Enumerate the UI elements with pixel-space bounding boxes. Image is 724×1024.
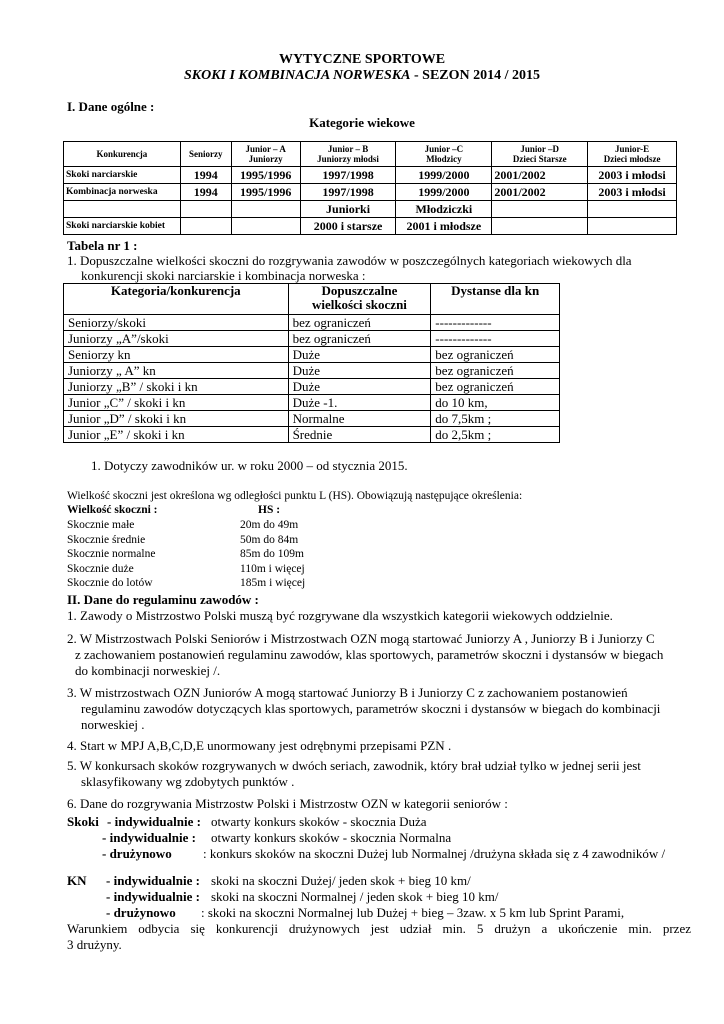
hill-size-table <box>63 283 560 443</box>
table-cell: bez ograniczeń <box>288 331 431 347</box>
document-subtitle <box>0 68 724 84</box>
table-cell: 1997/1998 <box>300 184 396 201</box>
rule-3-line2: regulaminu zawodów dotyczących klas sportowych, parametrów skoczni i dystansów w biegach do kombinacji <box>81 701 661 716</box>
hill-size-value: 85m do 109m <box>240 548 304 560</box>
tabela-1-intro-line2: konkurencji skoki narciarskie i kombinacja norweska : <box>81 268 366 283</box>
table-cell: 1995/1996 <box>231 167 300 184</box>
table-cell: 1995/1996 <box>231 184 300 201</box>
kn-row1-label: - indywidualnie : <box>106 873 200 888</box>
table-cell: Seniorzy kn <box>64 347 289 363</box>
document-title: WYTYCZNE SPORTOWE <box>278 52 446 67</box>
table-cell: ------------- <box>431 331 560 347</box>
hill-size-name: Skocznie normalne <box>67 548 156 560</box>
subtitle-discipline: SKOKI I KOMBINACJA NORWESKA <box>183 68 411 83</box>
skoki-row2-text: otwarty konkurs skoków - skocznia Normalna <box>211 830 452 845</box>
age-categories-title: Kategorie wiekowe <box>309 115 415 130</box>
rule-3-line1: 3. W mistrzostwach OZN Juniorów A mogą startować Juniorzy B i Juniorzy C z zachowaniem postanowień <box>67 685 628 700</box>
header-cell: Dystanse dla kn <box>431 284 560 315</box>
table-cell <box>588 201 677 218</box>
kn-row1-text: skoki na skoczni Dużej/ jeden skok + bieg 10 km/ <box>211 873 471 888</box>
table-cell: Średnie <box>288 427 431 443</box>
header-cell: Konkurencja <box>64 142 181 167</box>
table-cell <box>231 218 300 235</box>
hill-size-name: Skocznie duże <box>67 563 134 575</box>
table-cell: 2001 i młodsze <box>396 218 492 235</box>
header-cell: Junior – A Juniorzy <box>231 142 300 167</box>
table-row <box>64 184 677 201</box>
table-row <box>64 315 560 331</box>
header-cell: Dopuszczalne wielkości skoczni <box>288 284 431 315</box>
table-cell: Junior „E” / skoki i kn <box>64 427 289 443</box>
table-cell: 2001/2002 <box>492 184 588 201</box>
table-cell: Juniorzy „A”/skoki <box>64 331 289 347</box>
tabela-1-footnote: 1. Dotyczy zawodników ur. w roku 2000 – od stycznia 2015. <box>91 458 408 473</box>
table-cell: 2003 i młodsi <box>588 184 677 201</box>
rule-4: 4. Start w MPJ A,B,C,D,E unormowany jest odrębnymi przepisami PZN . <box>67 738 452 753</box>
tabela-1-intro-line1: 1. Dopuszczalne wielkości skoczni do rozgrywania zawodów w poszczególnych kategoriach wiekowych dla <box>67 253 632 268</box>
rule-2-line1: 2. W Mistrzostwach Polski Seniorów i Mistrzostwach OZN mogą startować Juniorzy A , Juniorzy B i Juniorzy C <box>67 631 655 646</box>
rule-6: 6. Dane do rozgrywania Mistrzostw Polski i Mistrzostw OZN w kategorii seniorów : <box>67 796 508 811</box>
table-cell: Junior „D” / skoki i kn <box>64 411 289 427</box>
table-cell: Junior „C” / skoki i kn <box>64 395 289 411</box>
hill-sizes-intro: Wielkość skoczni jest określona wg odległości punktu L (HS). Obowiązują następujące określenia: <box>67 490 523 502</box>
header-cell: Junior –C Młodzicy <box>396 142 492 167</box>
table-cell: Kombinacja norweska <box>64 184 181 201</box>
kn-label: KN <box>67 873 87 888</box>
rule-5-line2: sklasyfikowany wg zdobytych punktów . <box>81 774 295 789</box>
table-cell: Skoki narciarskie <box>64 167 181 184</box>
rule-5-line1: 5. W konkursach skoków rozgrywanych w dwóch seriach, zawodnik, który brał udział tylko w jednej serii jest <box>67 758 641 773</box>
table-row <box>64 201 677 218</box>
hill-size-value: 50m do 84m <box>240 534 299 546</box>
rule-1: 1. Zawody o Mistrzostwo Polski muszą być rozgrywane dla wszystkich kategorii wiekowych oddzielnie. <box>67 608 613 623</box>
header-cell: Junior –D Dzieci Starsze <box>492 142 588 167</box>
kn-condition-line2: 3 drużyny. <box>67 937 122 952</box>
table-cell: Juniorzy „B” / skoki i kn <box>64 379 289 395</box>
kn-row2-label: - indywidualnie : <box>106 889 200 904</box>
hill-size-value: 110m i więcej <box>240 563 305 575</box>
table-cell: Seniorzy/skoki <box>64 315 289 331</box>
table-cell: 1994 <box>180 184 231 201</box>
table-cell: Juniorzy „ A” kn <box>64 363 289 379</box>
table-cell: do 2,5km ; <box>431 427 560 443</box>
hill-size-column-header: Wielkość skoczni : <box>67 504 158 516</box>
table-row <box>64 331 560 347</box>
skoki-label: Skoki <box>67 814 99 829</box>
hill-size-value: 20m do 49m <box>240 519 299 531</box>
hill-size-name: Skocznie do lotów <box>67 577 153 589</box>
table-cell <box>588 218 677 235</box>
table-cell <box>231 201 300 218</box>
table-cell <box>492 201 588 218</box>
table-cell: Młodziczki <box>396 201 492 218</box>
table-cell: do 10 km, <box>431 395 560 411</box>
kn-row3-label: - drużynowo <box>106 905 176 920</box>
hill-size-name: Skocznie średnie <box>67 534 146 546</box>
header-cell: Seniorzy <box>180 142 231 167</box>
table-cell: do 7,5km ; <box>431 411 560 427</box>
rule-3-line3: norweskiej . <box>81 717 145 732</box>
rule-2-line3: do kombinacji norweskiej /. <box>75 663 221 678</box>
table-cell: Juniorki <box>300 201 396 218</box>
table-cell: Duże <box>288 379 431 395</box>
skoki-row3-label: - drużynowo <box>102 846 172 861</box>
kn-row2-text: skoki na skoczni Normalnej / jeden skok + bieg 10 km/ <box>211 889 499 904</box>
rule-2-line2: z zachowaniem postanowień regulaminu zawodów, klas sportowych, parametrów skoczni i dystansów w biegach <box>75 647 664 662</box>
table-cell: 2001/2002 <box>492 167 588 184</box>
table-row <box>64 427 560 443</box>
table-cell: Duże <box>288 347 431 363</box>
table-cell: Normalne <box>288 411 431 427</box>
table-cell: bez ograniczeń <box>431 379 560 395</box>
header-cell: Junior-E Dzieci młodsze <box>588 142 677 167</box>
table-cell <box>180 218 231 235</box>
skoki-row2-label: - indywidualnie : <box>102 830 196 845</box>
table-cell: 1994 <box>180 167 231 184</box>
hill-size-name: Skocznie małe <box>67 519 135 531</box>
skoki-row1-text: otwarty konkurs skoków - skocznia Duża <box>211 814 427 829</box>
skoki-row3-text: : konkurs skoków na skoczni Dużej lub Normalnej /drużyna składa się z 4 zawodników / <box>203 846 666 861</box>
table-row <box>64 395 560 411</box>
table-cell: 1999/2000 <box>396 184 492 201</box>
kn-row3-text: : skoki na skoczni Normalnej lub Dużej + bieg – 3zaw. x 5 km lub Sprint Parami, <box>201 905 625 920</box>
table-row <box>64 218 677 235</box>
table-cell: bez ograniczeń <box>288 315 431 331</box>
table-cell: 1997/1998 <box>300 167 396 184</box>
subtitle-season: - SEZON 2014 / 2015 <box>410 68 541 83</box>
table-row <box>64 411 560 427</box>
table-row <box>64 379 560 395</box>
table-cell: Duże -1. <box>288 395 431 411</box>
table-cell: bez ograniczeń <box>431 363 560 379</box>
skoki-row1-label: - indywidualnie : <box>107 814 201 829</box>
table-header-row <box>64 142 677 167</box>
tabela-1-title: Tabela nr 1 : <box>67 238 138 253</box>
header-cell: Junior – B Juniorzy młodsi <box>300 142 396 167</box>
table-cell: 1999/2000 <box>396 167 492 184</box>
table-cell: ------------- <box>431 315 560 331</box>
table-cell: Skoki narciarskie kobiet <box>64 218 181 235</box>
table-cell: 2003 i młodsi <box>588 167 677 184</box>
hill-size-value: 185m i więcej <box>240 577 306 589</box>
kn-condition-line1: Warunkiem odbycia się konkurencji drużynowych jest udział min. 5 drużyn a ukończenie min. przez <box>67 921 691 936</box>
table-cell: bez ograniczeń <box>431 347 560 363</box>
section-2-title: II. Dane do regulaminu zawodów : <box>67 592 259 607</box>
table-header-row <box>64 284 560 315</box>
table-cell: Duże <box>288 363 431 379</box>
table-row <box>64 167 677 184</box>
hs-column-header: HS : <box>258 504 281 516</box>
table-cell <box>64 201 181 218</box>
table-row <box>64 363 560 379</box>
age-categories-table <box>63 141 677 235</box>
table-cell <box>180 201 231 218</box>
table-cell <box>492 218 588 235</box>
section-1-title: I. Dane ogólne : <box>67 99 155 114</box>
header-cell: Kategoria/konkurencja <box>64 284 289 315</box>
table-row <box>64 347 560 363</box>
table-cell: 2000 i starsze <box>300 218 396 235</box>
